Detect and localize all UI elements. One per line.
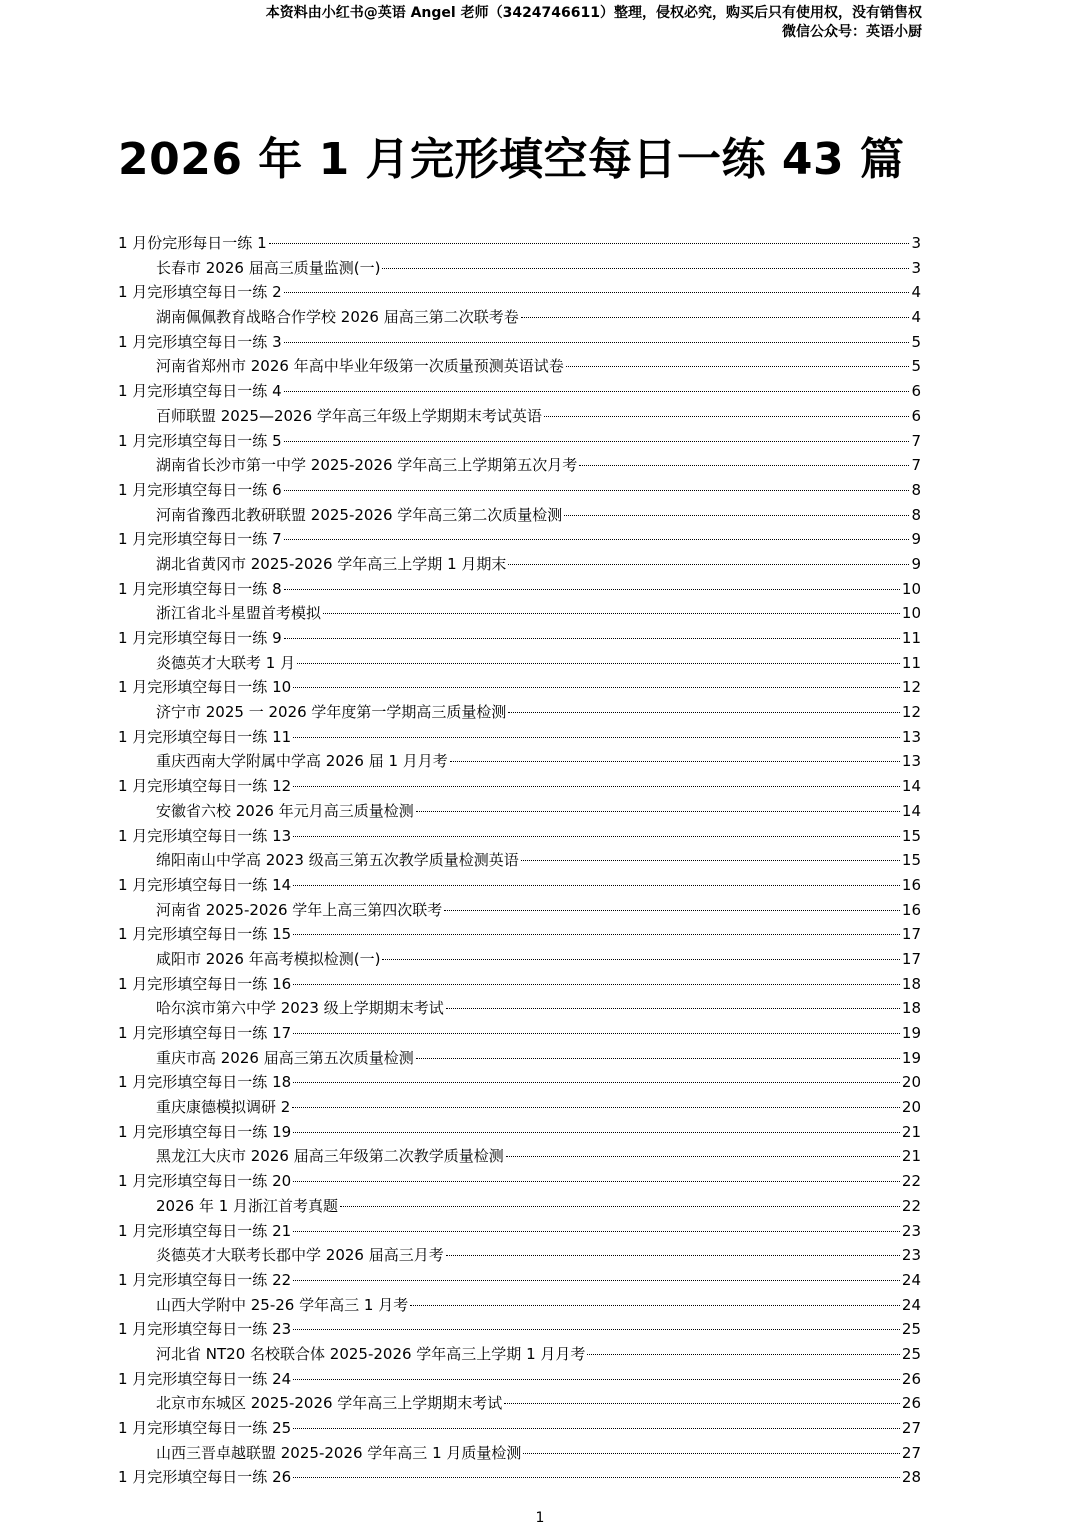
toc-leader-dots xyxy=(340,1206,900,1207)
toc-entry[interactable] xyxy=(118,972,921,997)
toc-entry[interactable] xyxy=(118,1465,921,1490)
toc-leader-dots xyxy=(579,465,909,466)
toc-page-number: 8 xyxy=(911,505,921,524)
toc-leader-dots xyxy=(523,1453,900,1454)
toc-leader-dots xyxy=(293,984,900,985)
toc-entry-title: 山西大学附中 25-26 学年高三 1 月考 xyxy=(156,1295,409,1314)
toc-leader-dots xyxy=(323,613,900,614)
toc-entry-title: 浙江省北斗星盟首考模拟 xyxy=(156,604,322,623)
toc-page-number: 12 xyxy=(901,703,921,722)
toc-leader-dots xyxy=(293,1477,900,1478)
toc-leader-dots xyxy=(506,1156,900,1157)
toc-subentry[interactable] xyxy=(118,700,921,725)
toc-entry[interactable] xyxy=(118,1120,921,1145)
toc-leader-dots xyxy=(293,934,900,935)
toc-subentry[interactable] xyxy=(118,799,921,824)
toc-leader-dots xyxy=(284,292,909,293)
toc-leader-dots xyxy=(416,1058,900,1059)
toc-leader-dots xyxy=(284,441,909,442)
toc-subentry[interactable] xyxy=(118,1194,921,1219)
toc-leader-dots xyxy=(293,1181,900,1182)
toc-leader-dots xyxy=(446,1255,900,1256)
toc-entry-title: 1 月完形填空每日一练 14 xyxy=(118,875,292,894)
toc-subentry[interactable] xyxy=(118,601,921,626)
toc-entry[interactable] xyxy=(118,1268,921,1293)
toc-page-number: 10 xyxy=(901,604,921,623)
toc-page-number: 6 xyxy=(911,382,921,401)
toc-page-number: 3 xyxy=(911,258,921,277)
toc-entry-title: 重庆康德模拟调研 2 xyxy=(156,1098,291,1117)
toc-leader-dots xyxy=(293,687,900,688)
toc-entry-title: 1 月完形填空每日一练 16 xyxy=(118,974,292,993)
toc-page-number: 22 xyxy=(901,1172,921,1191)
toc-entry-title: 1 月完形填空每日一练 6 xyxy=(118,480,282,499)
toc-subentry[interactable] xyxy=(118,1391,921,1416)
toc-leader-dots xyxy=(544,416,909,417)
document-title: 2026 年 1 月完形填空每日一练 43 篇 xyxy=(118,134,905,185)
toc-entry[interactable] xyxy=(118,1070,921,1095)
toc-entry-title: 1 月完形填空每日一练 21 xyxy=(118,1221,292,1240)
toc-page-number: 13 xyxy=(901,752,921,771)
toc-entry-title: 绵阳南山中学高 2023 级高三第五次教学质量检测英语 xyxy=(156,851,519,870)
toc-page-number: 4 xyxy=(911,283,921,302)
toc-entry[interactable] xyxy=(118,1416,921,1441)
toc-leader-dots xyxy=(444,910,900,911)
toc-entry-title: 1 月完形填空每日一练 25 xyxy=(118,1419,292,1437)
toc-subentry[interactable] xyxy=(118,1293,921,1318)
toc-page-number: 8 xyxy=(911,480,921,499)
toc-entry-title: 济宁市 2025 一 2026 学年度第一学期高三质量检测 xyxy=(156,703,507,722)
toc-entry[interactable] xyxy=(118,922,921,947)
toc-entry[interactable] xyxy=(118,231,921,256)
toc-page-number: 14 xyxy=(901,777,921,796)
toc-entry[interactable] xyxy=(118,675,921,700)
toc-page-number: 7 xyxy=(911,431,921,450)
toc-entry-title: 炎德英才大联考长郡中学 2026 届高三月考 xyxy=(156,1246,444,1265)
toc-subentry[interactable] xyxy=(118,947,921,972)
toc-leader-dots xyxy=(293,885,900,886)
toc-entry[interactable] xyxy=(118,478,921,503)
toc-entry[interactable] xyxy=(118,429,921,454)
copyright-line: 本资料由小红书@英语 Angel 老师（3424746611）整理，侵权必究，购买后只有使用权，没有销售权 xyxy=(265,5,922,21)
toc-subentry[interactable] xyxy=(118,453,921,478)
toc-subentry[interactable] xyxy=(118,503,921,528)
toc-entry[interactable] xyxy=(118,1021,921,1046)
toc-leader-dots xyxy=(450,761,900,762)
toc-entry-title: 1 月完形填空每日一练 18 xyxy=(118,1073,292,1092)
toc-subentry[interactable] xyxy=(118,898,921,923)
toc-page-number: 3 xyxy=(911,234,921,252)
toc-entry-title: 哈尔滨市第六中学 2023 级上学期期末考试 xyxy=(156,999,444,1018)
toc-subentry[interactable] xyxy=(118,1144,921,1169)
toc-entry-title: 重庆市高 2026 届高三第五次质量检测 xyxy=(156,1048,414,1067)
toc-page-number: 18 xyxy=(901,999,921,1018)
toc-entry-title: 1 月完形填空每日一练 23 xyxy=(118,1320,292,1339)
toc-entry-title: 安徽省六校 2026 年元月高三质量检测 xyxy=(156,801,414,820)
toc-page-number: 25 xyxy=(901,1344,921,1363)
toc-entry-title: 1 月完形填空每日一练 3 xyxy=(118,332,282,351)
toc-leader-dots xyxy=(508,564,909,565)
toc-entry-title: 百师联盟 2025—2026 学年高三年级上学期期末考试英语 xyxy=(156,406,542,425)
toc-page-number: 9 xyxy=(911,530,921,549)
toc-entry[interactable] xyxy=(118,1367,921,1392)
toc-entry-title: 长春市 2026 届高三质量监测(一) xyxy=(156,258,381,277)
toc-page-number: 28 xyxy=(901,1468,921,1487)
toc-entry[interactable] xyxy=(118,824,921,849)
toc-entry-title: 1 月完形填空每日一练 12 xyxy=(118,777,292,796)
toc-leader-dots xyxy=(293,1428,900,1429)
toc-page-number: 12 xyxy=(901,678,921,697)
toc-page-number: 5 xyxy=(911,332,921,351)
toc-entry-title: 1 月完形填空每日一练 15 xyxy=(118,925,292,944)
toc-entry-title: 1 月完形填空每日一练 26 xyxy=(118,1468,292,1487)
toc-leader-dots xyxy=(521,860,900,861)
toc-entry-title: 炎德英才大联考 1 月 xyxy=(156,653,296,672)
toc-entry-title: 1 月完形填空每日一练 20 xyxy=(118,1172,292,1191)
toc-entry-title: 1 月完形填空每日一练 4 xyxy=(118,382,282,401)
toc-subentry[interactable] xyxy=(118,749,921,774)
toc-leader-dots xyxy=(293,836,900,837)
toc-entry-title: 河南省豫西北教研联盟 2025-2026 学年高三第二次质量检测 xyxy=(156,505,563,524)
toc-entry-title: 山西三晋卓越联盟 2025-2026 学年高三 1 月质量检测 xyxy=(156,1443,522,1462)
toc-leader-dots xyxy=(284,638,900,639)
toc-entry-title: 2026 年 1 月浙江首考真题 xyxy=(156,1196,339,1215)
copyright-header xyxy=(266,4,922,42)
toc-subentry[interactable] xyxy=(118,1441,921,1466)
toc-subentry[interactable] xyxy=(118,1342,921,1367)
toc-entry[interactable] xyxy=(118,1317,921,1342)
toc-leader-dots xyxy=(293,1082,900,1083)
toc-subentry[interactable] xyxy=(118,996,921,1021)
toc-entry-title: 重庆西南大学附属中学高 2026 届 1 月月考 xyxy=(156,752,448,771)
toc-leader-dots xyxy=(410,1305,900,1306)
toc-entry-title: 1 月份完形每日一练 1 xyxy=(118,234,267,252)
toc-entry[interactable] xyxy=(118,1219,921,1244)
toc-leader-dots xyxy=(293,786,900,787)
toc-entry[interactable] xyxy=(118,379,921,404)
toc-entry-title: 1 月完形填空每日一练 9 xyxy=(118,629,282,647)
toc-entry[interactable] xyxy=(118,527,921,552)
toc-leader-dots xyxy=(293,1033,900,1034)
toc-leader-dots xyxy=(382,268,909,269)
toc-page-number: 11 xyxy=(901,653,921,672)
toc-page-number: 21 xyxy=(901,1147,921,1166)
toc-page-number: 24 xyxy=(901,1295,921,1314)
toc-page-number: 17 xyxy=(901,925,921,944)
toc-page-number: 18 xyxy=(901,974,921,993)
toc-page-number: 16 xyxy=(901,900,921,919)
toc-leader-dots xyxy=(587,1354,900,1355)
toc-page-number: 26 xyxy=(901,1394,921,1413)
toc-entry-title: 1 月完形填空每日一练 7 xyxy=(118,530,282,549)
toc-leader-dots xyxy=(269,243,909,244)
toc-subentry[interactable] xyxy=(118,552,921,577)
toc-entry-title: 湖南省长沙市第一中学 2025-2026 学年高三上学期第五次月考 xyxy=(156,456,578,475)
toc-leader-dots xyxy=(284,539,909,540)
toc-leader-dots xyxy=(293,1132,900,1133)
toc-page-number: 15 xyxy=(901,826,921,845)
toc-page-number: 22 xyxy=(901,1196,921,1215)
toc-page-number: 24 xyxy=(901,1270,921,1289)
toc-page-number: 16 xyxy=(901,875,921,894)
toc-entry[interactable] xyxy=(118,577,921,602)
toc-leader-dots xyxy=(508,712,899,713)
toc-page-number: 13 xyxy=(901,727,921,746)
toc-entry-title: 湖北省黄冈市 2025-2026 学年高三上学期 1 月期末 xyxy=(156,554,507,573)
toc-page-number: 27 xyxy=(901,1443,921,1462)
toc-leader-dots xyxy=(382,959,899,960)
toc-entry[interactable] xyxy=(118,774,921,799)
toc-entry-title: 河北省 NT20 名校联合体 2025-2026 学年高三上学期 1 月月考 xyxy=(156,1344,586,1363)
toc-page-number: 19 xyxy=(901,1024,921,1042)
toc-subentry[interactable] xyxy=(118,1046,921,1071)
toc-entry-title: 1 月完形填空每日一练 2 xyxy=(118,283,282,302)
toc-entry[interactable] xyxy=(118,873,921,898)
toc-leader-dots xyxy=(521,317,909,318)
toc-page-number: 15 xyxy=(901,851,921,870)
toc-entry-title: 河南省 2025-2026 学年上高三第四次联考 xyxy=(156,900,443,919)
toc-subentry[interactable] xyxy=(118,404,921,429)
toc-leader-dots xyxy=(284,391,909,392)
toc-page-number: 11 xyxy=(901,629,921,647)
toc-page-number: 26 xyxy=(901,1369,921,1388)
toc-leader-dots xyxy=(566,366,909,367)
toc-entry-title: 黑龙江大庆市 2026 届高三年级第二次教学质量检测 xyxy=(156,1147,504,1166)
toc-leader-dots xyxy=(292,1107,900,1108)
toc-leader-dots xyxy=(564,515,909,516)
toc-entry-title: 湖南佩佩教育战略合作学校 2026 届高三第二次联考卷 xyxy=(156,308,519,327)
toc-entry-title: 1 月完形填空每日一练 19 xyxy=(118,1122,292,1141)
toc-leader-dots xyxy=(293,1329,900,1330)
toc-entry[interactable] xyxy=(118,626,921,651)
toc-page-number: 9 xyxy=(911,554,921,573)
toc-page-number: 23 xyxy=(901,1246,921,1265)
toc-entry[interactable] xyxy=(118,280,921,305)
toc-entry-title: 咸阳市 2026 年高考模拟检测(一) xyxy=(156,949,381,968)
table-of-contents xyxy=(118,231,921,1490)
toc-leader-dots xyxy=(446,1008,900,1009)
toc-page-number: 4 xyxy=(911,308,921,327)
toc-leader-dots xyxy=(293,737,900,738)
page-number: 1 xyxy=(535,1510,545,1526)
toc-entry-title: 1 月完形填空每日一练 8 xyxy=(118,579,282,598)
toc-subentry[interactable] xyxy=(118,1095,921,1120)
toc-page-number: 27 xyxy=(901,1419,921,1437)
toc-entry-title: 1 月完形填空每日一练 10 xyxy=(118,678,292,697)
wechat-line: 微信公众号：英语小厨 xyxy=(782,24,922,40)
toc-entry-title: 1 月完形填空每日一练 17 xyxy=(118,1024,292,1042)
toc-leader-dots xyxy=(293,1379,900,1380)
toc-entry-title: 北京市东城区 2025-2026 学年高三上学期期末考试 xyxy=(156,1394,503,1413)
toc-subentry[interactable] xyxy=(118,1243,921,1268)
toc-page-number: 5 xyxy=(911,357,921,376)
toc-subentry[interactable] xyxy=(118,651,921,676)
toc-page-number: 17 xyxy=(901,949,921,968)
toc-page-number: 23 xyxy=(901,1221,921,1240)
toc-page-number: 7 xyxy=(911,456,921,475)
toc-entry-title: 1 月完形填空每日一练 13 xyxy=(118,826,292,845)
toc-entry[interactable] xyxy=(118,1169,921,1194)
toc-entry-title: 河南省郑州市 2026 年高中毕业年级第一次质量预测英语试卷 xyxy=(156,357,564,376)
toc-page-number: 6 xyxy=(911,406,921,425)
toc-page-number: 20 xyxy=(901,1098,921,1117)
toc-leader-dots xyxy=(284,342,909,343)
toc-leader-dots xyxy=(284,589,900,590)
toc-leader-dots xyxy=(416,811,900,812)
toc-entry[interactable] xyxy=(118,725,921,750)
toc-entry[interactable] xyxy=(118,330,921,355)
toc-entry-title: 1 月完形填空每日一练 22 xyxy=(118,1270,292,1289)
toc-page-number: 20 xyxy=(901,1073,921,1092)
toc-leader-dots xyxy=(284,490,909,491)
toc-page-number: 19 xyxy=(901,1048,921,1067)
toc-page-number: 25 xyxy=(901,1320,921,1339)
toc-leader-dots xyxy=(293,1231,900,1232)
toc-page-number: 21 xyxy=(901,1122,921,1141)
toc-subentry[interactable] xyxy=(118,305,921,330)
toc-subentry[interactable] xyxy=(118,848,921,873)
toc-subentry[interactable] xyxy=(118,354,921,379)
toc-entry-title: 1 月完形填空每日一练 11 xyxy=(118,727,292,746)
toc-entry-title: 1 月完形填空每日一练 5 xyxy=(118,431,282,450)
toc-leader-dots xyxy=(293,1280,900,1281)
toc-leader-dots xyxy=(504,1403,900,1404)
toc-page-number: 10 xyxy=(901,579,921,598)
toc-subentry[interactable] xyxy=(118,256,921,281)
toc-entry-title: 1 月完形填空每日一练 24 xyxy=(118,1369,292,1388)
toc-leader-dots xyxy=(297,663,900,664)
toc-page-number: 14 xyxy=(901,801,921,820)
